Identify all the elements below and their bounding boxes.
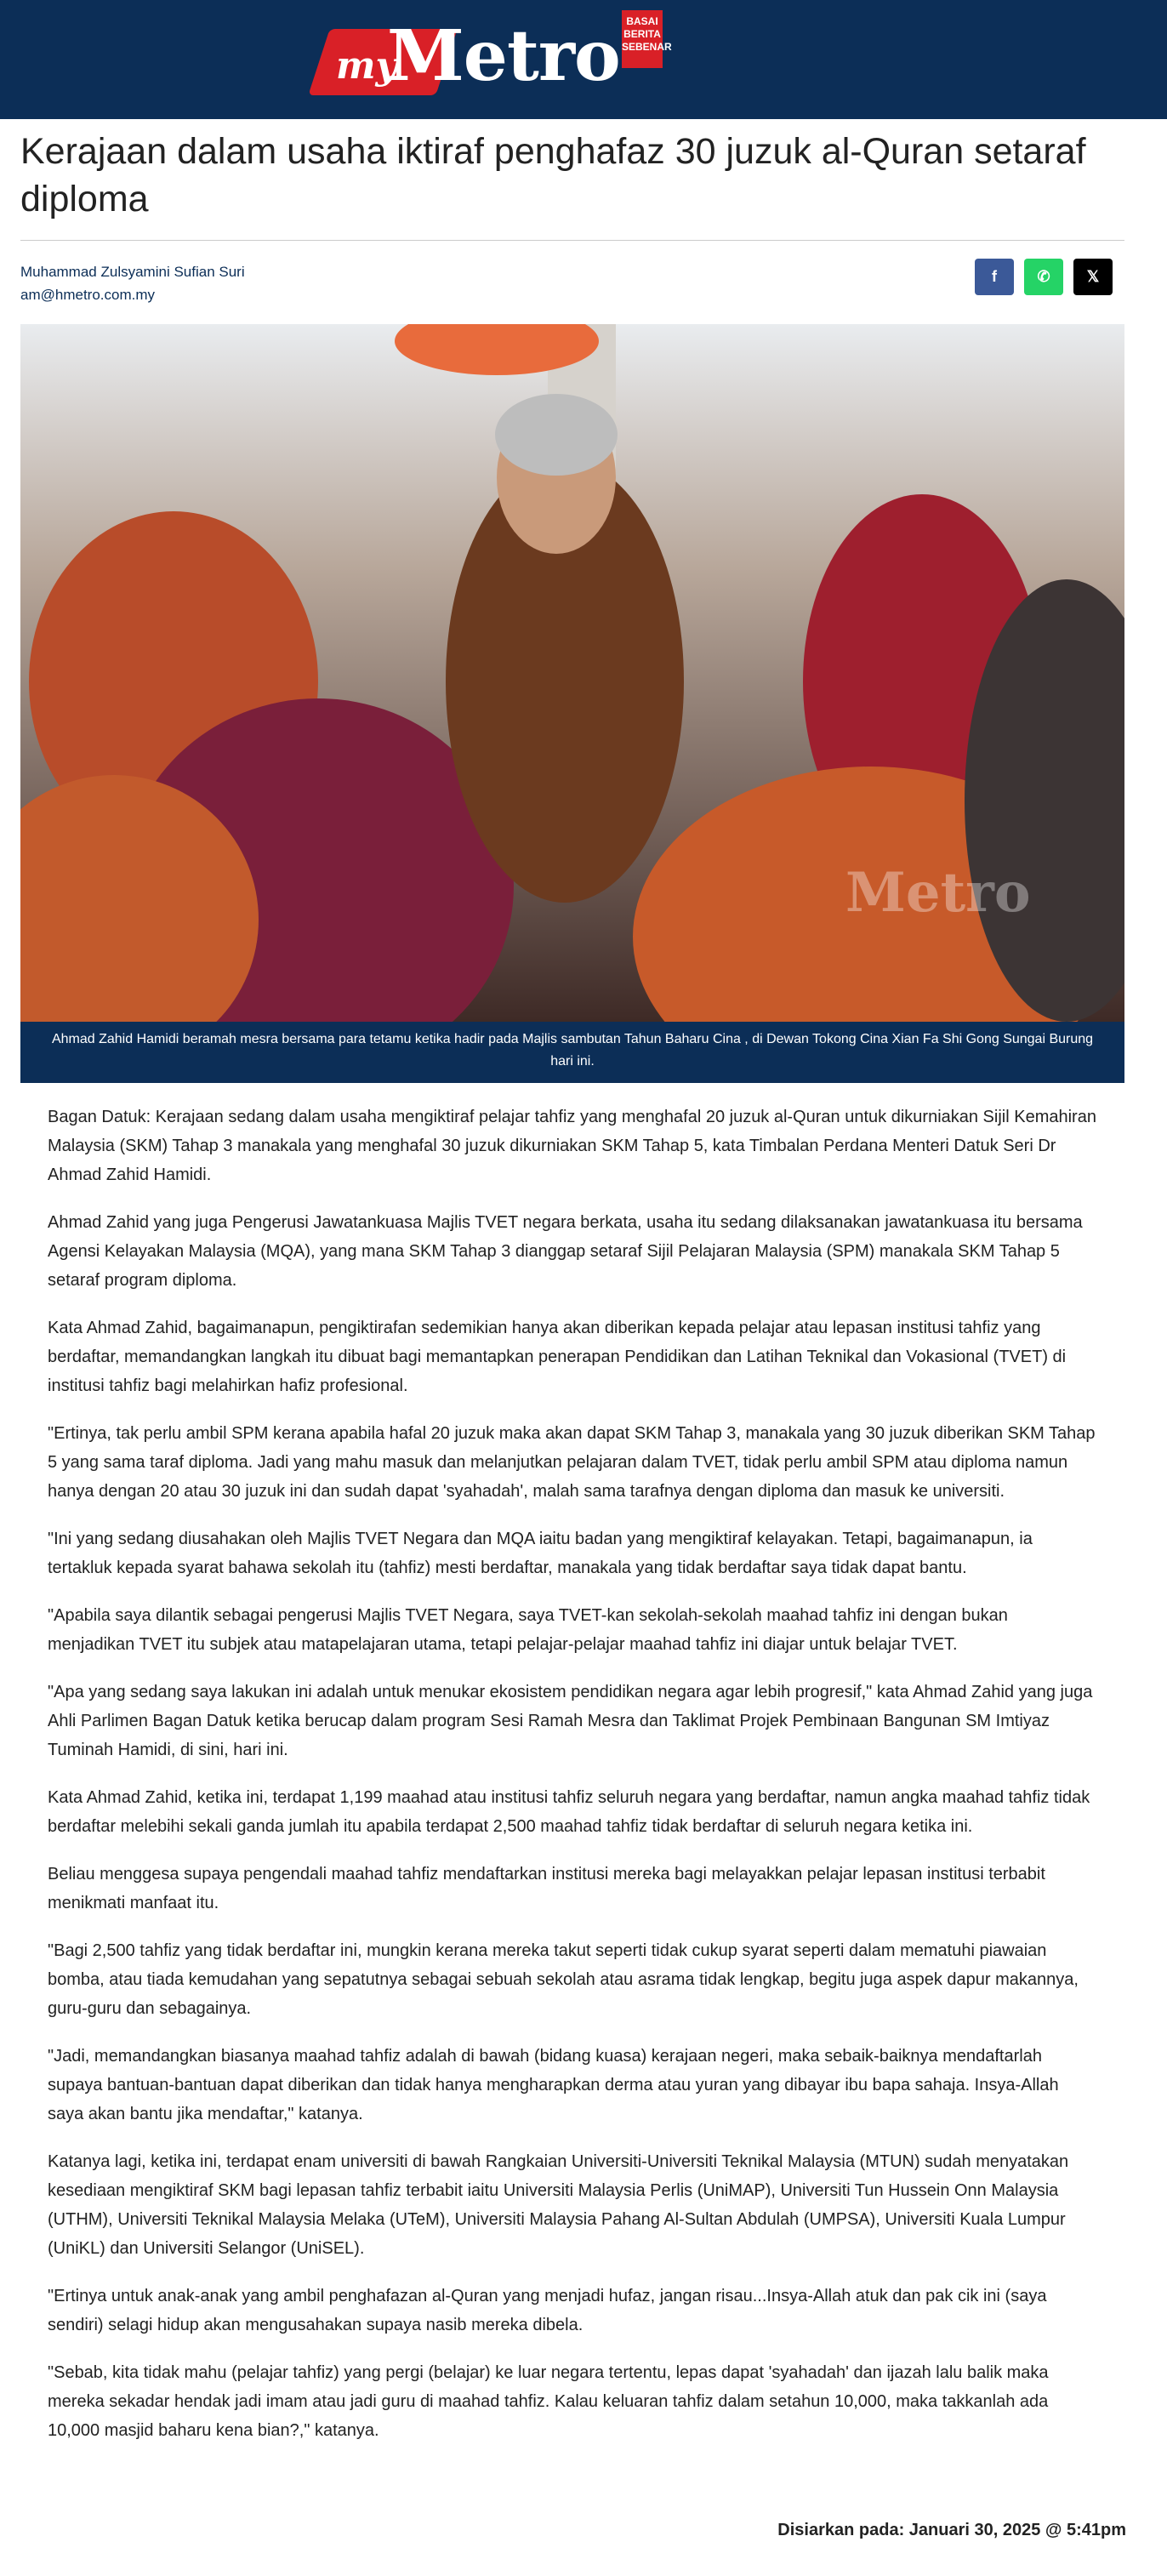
- logo-badge-line: SEBENAR: [622, 41, 672, 53]
- article-paragraph: "Sebab, kita tidak mahu (pelajar tahfiz) yang pergi (belajar) ke luar negara tertentu, lepas dapat 'syahadah' dan ijazah lalu balik maka mereka sekadar hendak jadi imam atau jadi guru di maahad tahfiz. Kalau keluaran tahfiz dalam setahun 10,000, maka takkanlah ada 10,000 masjid baharu kena bian?," katanya.: [48, 2363, 1049, 2440]
- article-paragraph: Kata Ahmad Zahid, bagaimanapun, pengiktirafan sedemikian hanya akan diberikan kepada pelajar atau lepasan institusi tahfiz yang berdaftar, memandangkan langkah itu dibuat bagi memantapkan penerapan Pendidikan dan Latihan Teknikal dan Vokasional (TVET) di institusi tahfiz bagi melahirkan hafiz profesional.: [48, 1319, 1067, 1395]
- author-block: [20, 260, 245, 306]
- x-share-button[interactable]: [1073, 259, 1113, 295]
- author-email[interactable]: am@hmetro.com.my: [20, 287, 156, 303]
- article-photo: [20, 324, 1124, 1022]
- article-paragraph: Kata Ahmad Zahid, ketika ini, terdapat 1,199 maahad atau institusi tahfiz seluruh negara yang berdaftar, namun angka maahad tahfiz tidak berdaftar melebihi sekali ganda jumlah itu apabila terdapat 2,500 maahad tahfiz tidak berdaftar di seluruh negara ketika ini.: [48, 1788, 1090, 1836]
- article-paragraph: "Jadi, memandangkan biasanya maahad tahfiz adalah di bawah (bidang kuasa) kerajaan negeri, maka sebaik-baiknya mendaftarlah supaya bantuan-bantuan dapat diberikan dan tidak hanya mengharapkan derma atau yuran yang dibayar ibu bapa sahaja. Insya-Allah saya akan bantu jika mendaftar," katanya.: [48, 2047, 1059, 2123]
- published-date: Disiarkan pada: Januari 30, 2025 @ 5:41pm: [777, 2521, 1126, 2539]
- article-paragraph: Ahmad Zahid yang juga Pengerusi Jawatankuasa Majlis TVET negara berkata, usaha itu sedang dilaksanakan jawatankuasa itu bersama Agensi Kelayakan Malaysia (MQA), yang mana SKM Tahap 3 dianggap setaraf Sijil Pelajaran Malaysia (SPM) manakala SKM Tahap 5 setaraf program diploma.: [48, 1213, 1083, 1290]
- photo-illustration: [20, 324, 1124, 1022]
- logo-badge: [622, 10, 672, 68]
- photo-caption: Ahmad Zahid Hamidi beramah mesra bersama para tetamu ketika hadir pada Majlis sambutan Tahun Baharu Cina , di Dewan Tokong Cina Xian Fa Shi Gong Sungai Burung hari ini.: [20, 1022, 1124, 1083]
- logo-metro-text: Metro: [387, 15, 620, 97]
- title-divider: [20, 240, 1124, 241]
- article-paragraph: "Apabila saya dilantik sebagai pengerusi Majlis TVET Negara, saya TVET-kan sekolah-sekolah maahad tahfiz ini dengan bukan menjadikan TVET itu subjek atau matapelajaran utama, tetapi pelajar-pelajar maahad tahfiz ini diajar untuk belajar TVET.: [48, 1606, 1008, 1654]
- article-paragraph: Katanya lagi, ketika ini, terdapat enam universiti di bawah Rangkaian Universiti-Universiti Teknikal Malaysia (MTUN) sudah menyatakan kesediaan mengiktiraf SKM bagi lepasan tahfiz terbabit iaitu Universiti Malaysia Perlis (UniMAP), Universiti Tun Hussein Onn Malaysia (UTHM), Universiti Teknikal Malaysia Melaka (UTeM), Universiti Malaysia Pahang Al-Sultan Abdulah (UMPSA), Universiti Kuala Lumpur (UniKL) dan Universiti Selangor (UniSEL).: [48, 2152, 1069, 2258]
- logo-badge-line: BASAI: [626, 15, 658, 27]
- article-paragraph: "Apa yang sedang saya lakukan ini adalah untuk menukar ekosistem pendidikan negara agar lebih progresif," kata Ahmad Zahid yang juga Ahli Parlimen Bagan Datuk ketika berucap dalam program Sesi Ramah Mesra dan Taklimat Projek Pembinaan Bangunan SM Imtiyaz Tuminah Hamidi, di sini, hari ini.: [48, 1683, 1093, 1759]
- article-paragraph: Beliau menggesa supaya pengendali maahad tahfiz mendaftarkan institusi mereka bagi melayakkan pelajar lepasan institusi terbabit menikmati manfaat itu.: [48, 1865, 1045, 1912]
- article-paragraph: "Ini yang sedang diusahakan oleh Majlis TVET Negara dan MQA iaitu badan yang mengiktiraf kelayakan. Tetapi, bagaimanapun, ia tertakluk kepada syarat bahawa sekolah itu (tahfiz) mesti berdaftar, manakala yang tidak berdaftar saya tidak dapat bantu.: [48, 1530, 1033, 1577]
- whatsapp-share-button[interactable]: [1024, 259, 1063, 295]
- facebook-share-button[interactable]: [975, 259, 1014, 295]
- site-header: [0, 0, 1167, 119]
- x-icon: 𝕏: [1086, 268, 1100, 285]
- article-title: Kerajaan dalam usaha iktiraf penghafaz 30 juzuk al-Quran setaraf diploma: [20, 131, 1086, 219]
- article-paragraph: "Ertinya untuk anak-anak yang ambil penghafazan al-Quran yang menjadi hufaz, jangan risau...Insya-Allah atuk dan pak cik ini (saya sendiri) selagi hidup akan mengusahakan supaya nasib mereka dibela.: [48, 2287, 1047, 2334]
- logo-my-text: my: [336, 44, 398, 88]
- share-buttons: [975, 259, 1113, 295]
- article-body: [48, 1103, 1099, 2464]
- author-name[interactable]: Muhammad Zulsyamini Sufian Suri: [20, 264, 245, 280]
- whatsapp-icon: ✆: [1037, 268, 1050, 285]
- article-paragraph: "Ertinya, tak perlu ambil SPM kerana apabila hafal 20 juzuk maka akan dapat SKM Tahap 3, manakala yang 30 juzuk diberikan SKM Tahap 5 yang sama taraf diploma. Jadi yang mahu masuk dan melanjutkan pelajaran dalam TVET, tidak perlu ambil SPM atau diploma namun hanya dengan 20 atau 30 juzuk ini dan sudah dapat 'syahadah', malah sama tarafnya dengan diploma dan masuk ke universiti.: [48, 1424, 1096, 1501]
- photo-watermark: Metro: [845, 861, 1031, 925]
- hmetro-logo[interactable]: [319, 10, 672, 105]
- article-paragraph: Bagan Datuk: Kerajaan sedang dalam usaha mengiktiraf pelajar tahfiz yang menghafal 20 juzuk al-Quran untuk dikurniakan Sijil Kemahiran Malaysia (SKM) Tahap 3 manakala yang menghafal 30 juzuk dikurniakan SKM Tahap 5, kata Timbalan Perdana Menteri Datuk Seri Dr Ahmad Zahid Hamidi.: [48, 1108, 1096, 1184]
- article-paragraph: "Bagi 2,500 tahfiz yang tidak berdaftar ini, mungkin kerana mereka takut seperti tidak cukup syarat seperti dalam mematuhi piawaian bomba, atau tiada kemudahan yang sepatutnya sebagai sebuah sekolah atau asrama tidak lengkap, begitu juga aspek dapur makannya, guru-guru dan sebagainya.: [48, 1941, 1079, 2018]
- logo-badge-line: BERITA: [623, 28, 661, 40]
- facebook-icon: f: [992, 268, 997, 285]
